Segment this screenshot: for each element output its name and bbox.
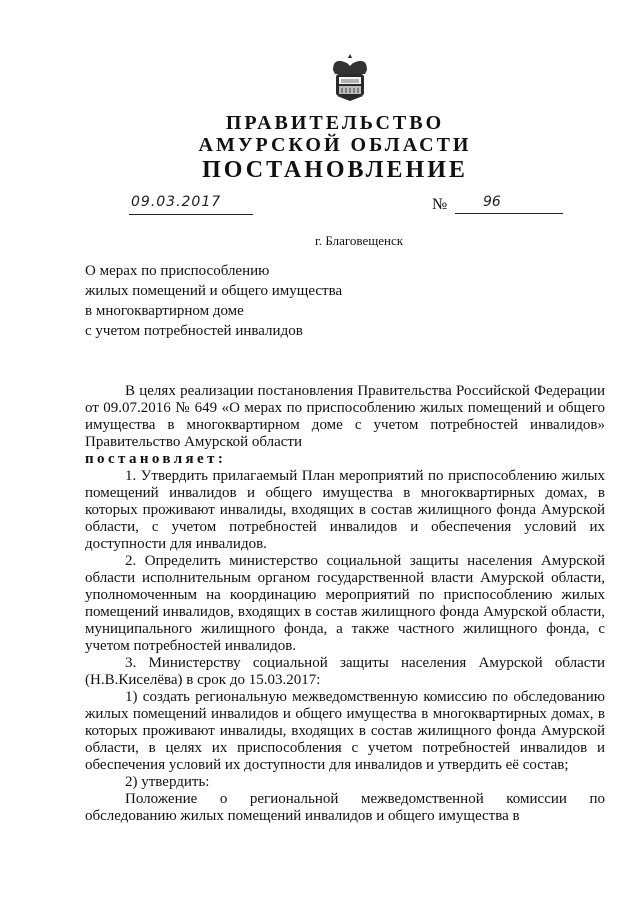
city-name: г. Благовещенск xyxy=(315,233,404,248)
document-date: 09.03.2017 xyxy=(129,194,253,215)
government-name-line2: АМУРСКОЙ ОБЛАСТИ xyxy=(198,134,472,156)
document-type: ПОСТАНОВЛЕНИЕ xyxy=(202,157,468,183)
paragraph-3-2a: Положение о региональной межведомственной комиссии по обследованию жилых помещений инвалидов и общего имущества в xyxy=(85,791,605,824)
paragraph-2: 2. Определить министерство социальной защиты населения Амурской области исполнительным органом государственной власти Амурской области, уполномоченным на координацию мероприятий по приспособлению жилых помещений инвалидов, входящих в состав жилищного фонда Амурской области, муниципального жилищного фонда, а также частного жилищного фонда, с учетом потребностей инвалидов. xyxy=(85,553,605,654)
government-name-line1: ПРАВИТЕЛЬСТВО xyxy=(225,112,445,134)
title-line: в многоквартирном доме xyxy=(85,303,244,319)
coat-of-arms-emblem xyxy=(325,52,375,102)
paragraph-3-2: 2) утвердить: xyxy=(125,774,210,790)
document-title xyxy=(85,261,385,341)
title-line: жилых помещений и общего имущества xyxy=(85,283,343,299)
resolve-word: постановляет: xyxy=(85,451,227,467)
preamble-paragraph: В целях реализации постановления Правительства Российской Федерации от 09.07.2016 № 649 «О мерах по приспособлению жилых помещений и общего имущества в многоквартирном доме с учетом потребностей инвалидов» Правительство Амурской области xyxy=(85,383,605,450)
paragraph-1: 1. Утвердить прилагаемый План мероприятий по приспособлению жилых помещений инвалидов и общего имущества в многоквартирных домах, в которых проживают инвалиды, входящих в состав жилищного фонда Амурской области, с учетом потребностей инвалидов и обеспечения условий их доступности для инвалидов. xyxy=(85,468,605,552)
paragraph-3-1: 1) создать региональную межведомственную комиссию по обследованию жилых помещений инвалидов и общего имущества в многоквартирных домах, в которых проживают инвалиды, входящих в состав жилищного фонда Амурской области, в целях их приспособления с учетом потребностей инвалидов и обеспечения условий их доступности для инвалидов и утвердить её состав; xyxy=(85,689,605,773)
number-label: № xyxy=(432,196,448,213)
paragraph-3: 3. Министерству социальной защиты населения Амурской области (Н.В.Киселёва) в срок до 15.03.2017: xyxy=(85,655,605,688)
document-body xyxy=(85,383,605,825)
title-line: О мерах по приспособлению xyxy=(85,263,270,279)
document-number: 96 xyxy=(455,194,563,214)
title-line: с учетом потребностей инвалидов xyxy=(85,323,303,339)
